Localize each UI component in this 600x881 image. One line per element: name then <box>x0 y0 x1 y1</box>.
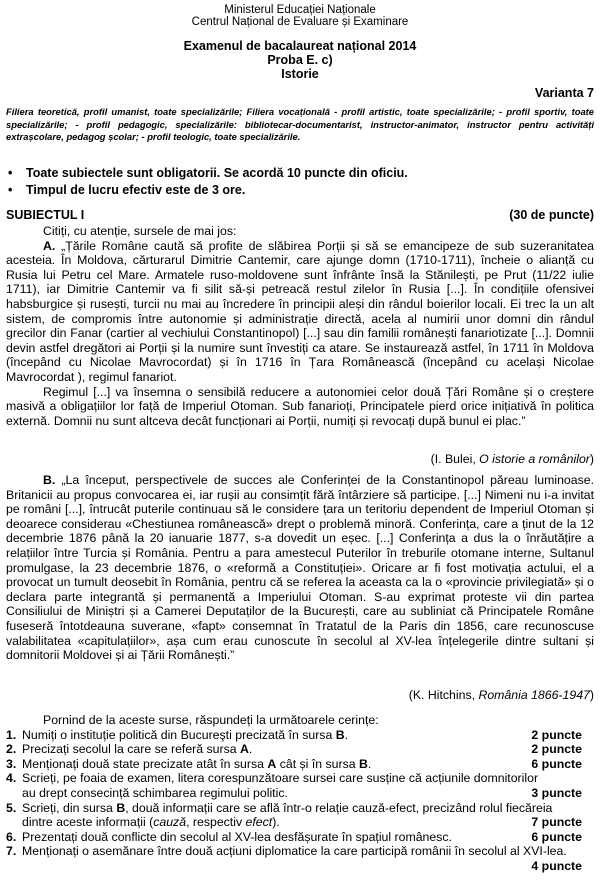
exam-subject: Istorie <box>281 67 319 81</box>
source-a-paragraph-2: Regimul [...] va însemna o sensibilă reducere a autonomiei celor două Țări Române și o creștere masivă a obligațiilor lor față de Imperiul Otoman. Sub fanarioți, Principatele pierd orice inițiativă în politica externă. Domnii nu sunt altceva decât funcționari ai Porții, numiți și revocați după bunul ei plac.” <box>6 384 594 428</box>
requirement-source: A <box>267 756 277 771</box>
requirement-number: 4. <box>6 771 17 786</box>
source-a-paragraph-1 <box>6 239 594 385</box>
requirement-text: Menționați o asemănare între două acțiuni diplomatice la care participă românii în secolul al XVI-lea. <box>22 844 567 859</box>
source-a-author: (I. Bulei, <box>430 452 480 466</box>
requirement-source: A <box>240 742 249 757</box>
requirement-7 <box>6 844 594 873</box>
requirement-points: 7 puncte <box>531 815 582 830</box>
requirement-text: Menționați două state precizate atât în sursa <box>22 756 268 771</box>
requirement-points: 2 puncte <box>531 742 582 757</box>
center-header: Centrul Național de Evaluare și Examinare <box>191 16 409 28</box>
rules-list <box>6 165 594 199</box>
subiect-label: SUBIECTUL I <box>6 208 85 222</box>
requirement-points: 6 puncte <box>531 756 582 771</box>
requirement-points: 6 puncte <box>531 829 582 844</box>
rule-text: Timpul de lucru efectiv este de 3 ore. <box>26 183 246 197</box>
requirement-3 <box>6 757 594 772</box>
requirement-number: 3. <box>6 756 17 771</box>
requirement-number: 2. <box>6 742 17 757</box>
source-b-paragraph <box>6 473 594 663</box>
requirement-points: 2 puncte <box>531 727 582 742</box>
rule-text: Toate subiectele sunt obligatorii. Se acordă 10 puncte din oficiu. <box>26 166 408 180</box>
requirement-5 <box>6 801 594 830</box>
requirement-text: Numiți o instituție politică din Bucureşti precizată în sursa <box>22 727 336 742</box>
source-b-text: „La început, perspectivele de succes ale Conferinței de la Constantinopol păreau luminoase. Britanicii au propus convocarea ei, iar rușii au consimțit fără întârziere să participe. [...] Nimeni nu i-a invitat pe români [...], întrucât puterile continuau să le considere țara un teritoriu dependent de Imperiul Otoman și deoarece considerau «Chestiunea românească» drept o problemă minoră. Conferința, care a ținut de la 12 decembrie 1876 până la 20 ianuarie 1877, s-a dovedit un eșec. [...] Conferința a dus la o înrăutățire a relațiilor între Turcia și România. Pentru a para amestecul Puterilor în treburile otomane interne, Sultanul promulgase, la 23 decembrie 1876, o «reformă a Constituției». Oricare ar fi fost motivația actului, el a provocat un tumult deosebit în România, pentru că se referea la aceasta ca la o «provincie privilegiată» și o declara parte integrantă și permanentă a Imperiului Otoman. S-au exprimat proteste vii din partea Consiliului de Miniștri și a Camerei Deputaților de la București, care au subliniat că Principatele Române fuseseră întotdeauna suverane, «fapt» consemnat în Tratatul de la Paris din 1856, care recunoscuse valabilitatea «capitulațiilor», așa cum erau cunoscute în secolul al XV-lea înțelegerile dintre sultani și domnitorii Moldovei și ai Țării Românești.” <box>6 473 594 663</box>
source-a-citation <box>6 452 594 467</box>
requirement-text: Scrieți, din sursa <box>22 800 117 815</box>
filiera-text: Filiera teoretică, profil umanist, toate specializările; Filiera vocațională - profil artistic, toate specializările; - profil sportiv, toate specializările; - profil pedagogic, specializările: bibliotecar-documentarist, instructor-animator, instructor pentru activități extrașcolare, pedagog școlar; - profil teologic, toate specializările. <box>6 106 594 143</box>
requirement-text: , respectiv <box>186 815 246 830</box>
requirement-text-line-2 <box>22 815 594 830</box>
source-b-author: (K. Hitchins, <box>408 688 479 702</box>
exam-title: Examenul de bacalaureat național 2014 <box>183 39 417 53</box>
requirement-end: . <box>367 756 372 771</box>
source-b-citation <box>6 688 594 703</box>
bullet-icon: • <box>8 166 13 180</box>
requirement-number: 5. <box>6 800 17 815</box>
requirement-text: ). <box>272 815 280 830</box>
requirement-text-cont: , două informații care se află într-o relație cauză-efect, precizând rolul fiecăreia <box>125 800 553 815</box>
source-b-label: B. <box>43 473 56 487</box>
varianta-label: Varianta 7 <box>534 86 594 100</box>
source-a-close: ) <box>589 452 594 466</box>
source-b-close: ) <box>589 688 594 702</box>
requirement-number: 7. <box>6 844 17 859</box>
source-a-text-1: „Țările Române caută să profite de slăbirea Porții și să se emancipeze de sub suzeranitatea acesteia. În Moldova, cărturarul Dimitrie Cantemir, care ajunge domn (1710-1711), încheie o alianță cu Rusia lui Petru cel Mare. Armatele ruso-moldovene sunt înfrânte însă la Stănilești, pe Prut (11/22 iulie 1711), iar Dimitrie Cantemir va fi silit să-și petreacă restul zilelor în Rusia [...]. În condițiile ofensivei habsburgice și rusești, turcii nu mai au încredere în principii aleși din rândul boierilor locali. Ei trec la un alt sistem, de compromis între autonomie și administrație directă, acela al numirii unor domni din rândul grecilor din Fanar (cartier al vechiului Constantinopol) [...] sau din familii românești fanariotizate [...]. Domnii devin astfel dregători ai Porții și la numire sunt învestiți ca atare. Se instaurează astfel, în 1711 în Moldova (începând cu Nicolae Mavrocordat) și în 1716 în Țara Românească (începând cu același Nicolae Mavrocordat ), regimul fanariot. <box>6 238 594 384</box>
requirement-end: . <box>248 742 253 757</box>
requirement-number: 6. <box>6 829 17 844</box>
requirement-text-line-1 <box>22 801 594 816</box>
ministry-header: Ministerul Educației Naționale <box>224 4 376 16</box>
requirement-end: . <box>344 727 349 742</box>
source-a-label: A. <box>43 238 56 253</box>
requirement-4 <box>6 771 594 800</box>
requirement-italic-effect: efect <box>245 815 273 830</box>
requirement-number: 1. <box>6 727 17 742</box>
requirement-text-line-2: au drept consecință schimbarea regimului politic. <box>22 785 288 800</box>
sources-intro: Citiți, cu atenție, sursele de mai jos: <box>43 224 237 238</box>
subiect-heading <box>6 208 594 222</box>
requirement-source: B <box>335 727 345 742</box>
rule-item <box>6 182 594 199</box>
requirements-block <box>6 713 594 874</box>
requirement-text: Prezentați două conflicte din secolul al XV-lea desfășurate în spațiul românesc. <box>22 829 452 844</box>
requirements-intro: Pornind de la aceste surse, răspundeți la următoarele cerințe: <box>43 713 379 727</box>
requirement-1 <box>6 728 594 743</box>
bullet-icon: • <box>8 183 13 197</box>
requirement-mid: cât și în sursa <box>276 756 359 771</box>
requirement-points: 4 puncte <box>531 858 582 873</box>
subiect-points: (30 de puncte) <box>509 208 594 222</box>
exam-proba: Proba E. c) <box>267 53 333 67</box>
source-b-work: România 1866-1947 <box>478 688 590 702</box>
rule-item <box>6 165 594 182</box>
source-a-block <box>6 224 594 428</box>
requirement-italic-cause: cauză <box>153 815 187 830</box>
requirement-source: B <box>116 800 126 815</box>
requirement-text: dintre aceste informații ( <box>22 815 154 830</box>
requirement-points: 3 puncte <box>531 785 582 800</box>
requirement-2 <box>6 742 594 757</box>
requirement-text: Precizați secolul la care se referă sursa <box>22 742 241 757</box>
source-a-work: O istorie a românilor <box>479 452 590 466</box>
requirement-text-line-1: Scrieți, pe foaia de examen, litera corespunzătoare sursei care susține că acțiunile domnitorilor <box>22 771 539 786</box>
requirement-6 <box>6 830 594 845</box>
requirement-source-2: B <box>359 756 368 771</box>
